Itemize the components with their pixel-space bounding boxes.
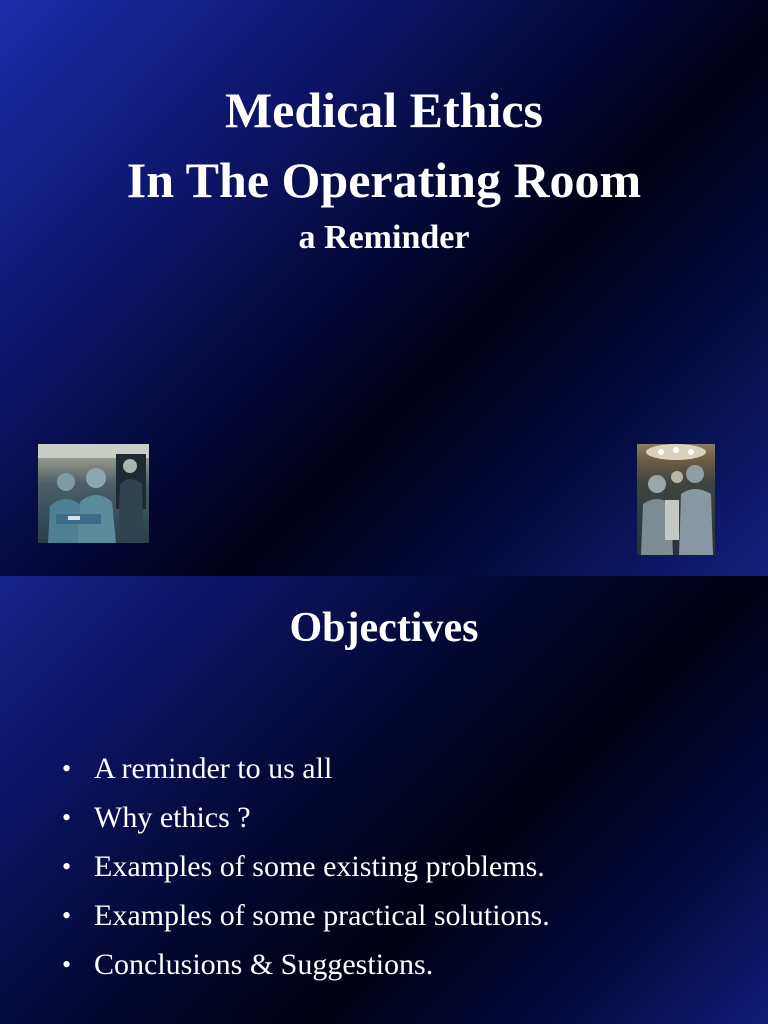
objectives-list <box>58 744 550 989</box>
surgical-team-photo <box>637 444 715 555</box>
slide-subtitle: a Reminder <box>298 219 470 256</box>
bullet-icon: • <box>62 950 72 979</box>
slide-title-line-1: Medical Ethics <box>224 82 544 138</box>
list-item <box>58 793 550 842</box>
bullet-icon: • <box>62 803 72 832</box>
slide-title-line-2: In The Operating Room <box>126 152 642 208</box>
surgeons-operating-photo <box>38 444 149 543</box>
list-item <box>58 891 550 940</box>
list-item <box>58 842 550 891</box>
bullet-icon: • <box>62 852 72 881</box>
list-item-text: Conclusions & Suggestions. <box>94 948 434 981</box>
bullet-icon: • <box>62 754 72 783</box>
list-item-text: Why ethics ? <box>94 801 251 834</box>
slide-heading: Objectives <box>289 605 479 651</box>
objectives-slide <box>0 576 768 1024</box>
watermark <box>466 22 706 32</box>
list-item-text: A reminder to us all <box>94 752 333 785</box>
list-item-text: Examples of some practical solutions. <box>94 899 550 932</box>
list-item-text: Examples of some existing problems. <box>94 850 545 883</box>
bullet-icon: • <box>62 901 72 930</box>
list-item <box>58 744 550 793</box>
list-item <box>58 940 550 989</box>
